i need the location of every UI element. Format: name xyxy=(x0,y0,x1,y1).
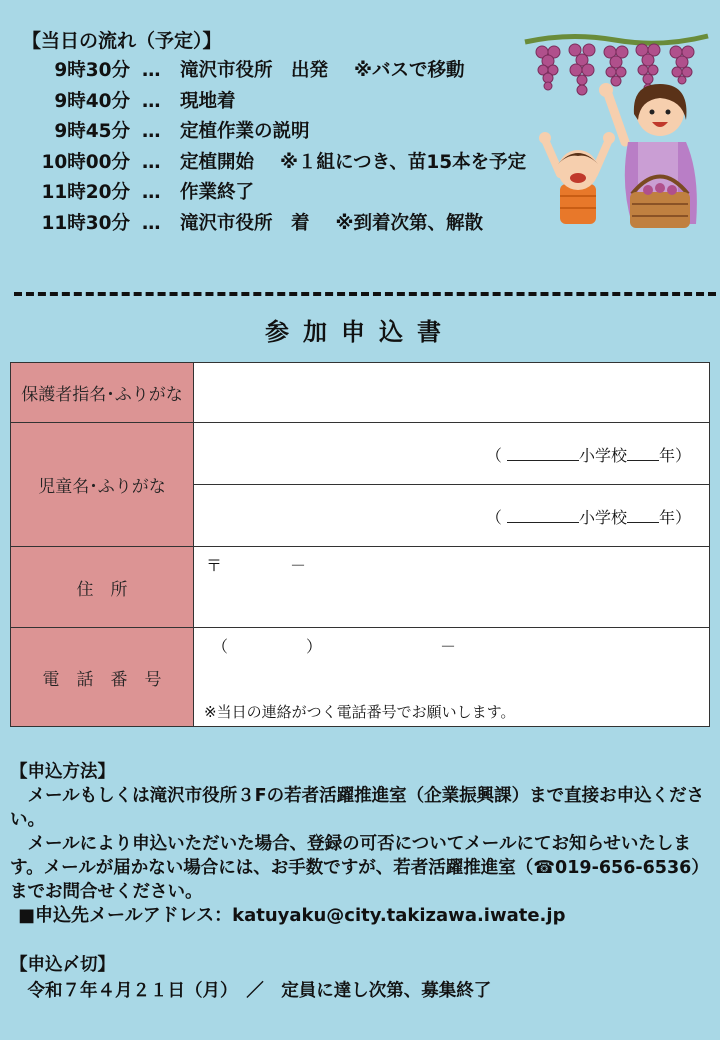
deadline-heading: 【申込〆切】 xyxy=(10,955,115,975)
schedule-row xyxy=(22,178,255,209)
schedule-title: 【当日の流れ（予定）】 xyxy=(22,30,222,52)
schedule-desc: 滝沢市役所 出発 ※バスで移動 xyxy=(180,60,465,81)
form-title: 参加申込書 xyxy=(265,318,455,346)
schedule-note: ※バスで移動 xyxy=(354,60,465,81)
phone-dash: － xyxy=(440,637,457,656)
application-form-table xyxy=(10,362,710,727)
method-text-2: メールにより申込いただいた場合、登録の可否についてメールにてお知らせいたします。メールが届かない場合には、お手数ですが、若者活躍推進室（☎019-656-6536）までお問合せください。 xyxy=(10,834,709,902)
phone-label: 電 話 番 号 xyxy=(11,628,194,727)
address-label: 住 所 xyxy=(11,547,194,628)
schedule-row xyxy=(22,209,484,240)
email-address[interactable]: ■申込先メールアドレス：katuyaku@city.takizawa.iwate.jp xyxy=(18,905,566,926)
schedule-dots: … xyxy=(142,60,161,81)
basket-icon xyxy=(630,177,690,229)
schedule-row xyxy=(22,117,310,148)
grade-blank: （ 小学校 年） xyxy=(485,446,691,465)
schedule-time: 11時30分 xyxy=(41,212,130,234)
grape-harvest-illustration xyxy=(520,24,710,234)
school-blank[interactable] xyxy=(507,446,579,461)
area-code-open: （ xyxy=(212,637,229,656)
child-name-field-2[interactable] xyxy=(194,485,710,547)
cut-line xyxy=(14,292,716,296)
postal-dash: － xyxy=(290,556,307,575)
school-blank[interactable] xyxy=(507,508,579,523)
child-name-label: 児童名･ふりがな xyxy=(11,423,194,547)
schedule-note: ※１組につき、苗15本を予定 xyxy=(280,151,527,173)
year-blank[interactable] xyxy=(627,508,659,523)
child-name-field-1[interactable] xyxy=(194,423,710,485)
schedule-note: ※到着次第、解散 xyxy=(335,212,484,234)
schedule-time: 11時20分 xyxy=(41,182,130,203)
schedule-desc: 現地着 xyxy=(180,90,236,112)
deadline-text: 令和７年４月２１日（月） ／ 定員に達し次第、募集終了 xyxy=(27,981,492,1001)
schedule-time: 10時00分 xyxy=(41,151,130,173)
guardian-name-field[interactable] xyxy=(194,363,710,423)
year-blank[interactable] xyxy=(627,446,659,461)
schedule-desc: 滝沢市役所 着 ※到着次第、解散 xyxy=(180,212,484,234)
address-field[interactable] xyxy=(194,547,710,628)
application-method xyxy=(10,760,714,928)
guardian-name-label: 保護者指名･ふりがな xyxy=(11,363,194,423)
grade-blank: （ 小学校 年） xyxy=(485,508,691,527)
schedule-row xyxy=(22,87,236,118)
schedule-dots: … xyxy=(142,151,161,173)
method-heading: 【申込方法】 xyxy=(10,762,115,782)
schedule-desc: 定植開始 ※１組につき、苗15本を予定 xyxy=(180,151,527,173)
area-code-close: ） xyxy=(306,637,323,656)
schedule-dots: … xyxy=(142,182,161,203)
schedule-time: 9時45分 xyxy=(54,121,130,142)
postal-mark: 〒 xyxy=(206,556,223,575)
phone-field[interactable] xyxy=(194,628,710,727)
schedule-dots: … xyxy=(142,212,161,234)
phone-note: ※当日の連絡がつく電話番号でお願いします。 xyxy=(204,703,516,721)
method-text-1: メールもしくは滝沢市役所３Fの若者活躍推進室（企業振興課）まで直接お申込ください。 xyxy=(10,786,705,830)
schedule-time: 9時40分 xyxy=(54,90,130,112)
child-icon xyxy=(539,132,615,224)
schedule-dots: … xyxy=(142,121,161,142)
schedule-desc: 作業終了 xyxy=(180,182,255,203)
schedule-row xyxy=(22,56,465,87)
vine-icon xyxy=(525,36,708,43)
schedule-section xyxy=(22,26,527,239)
schedule-row xyxy=(22,148,527,179)
schedule-desc: 定植作業の説明 xyxy=(180,121,310,142)
schedule-time: 9時30分 xyxy=(54,60,130,81)
schedule-dots: … xyxy=(142,90,161,112)
deadline-section xyxy=(10,952,491,1004)
